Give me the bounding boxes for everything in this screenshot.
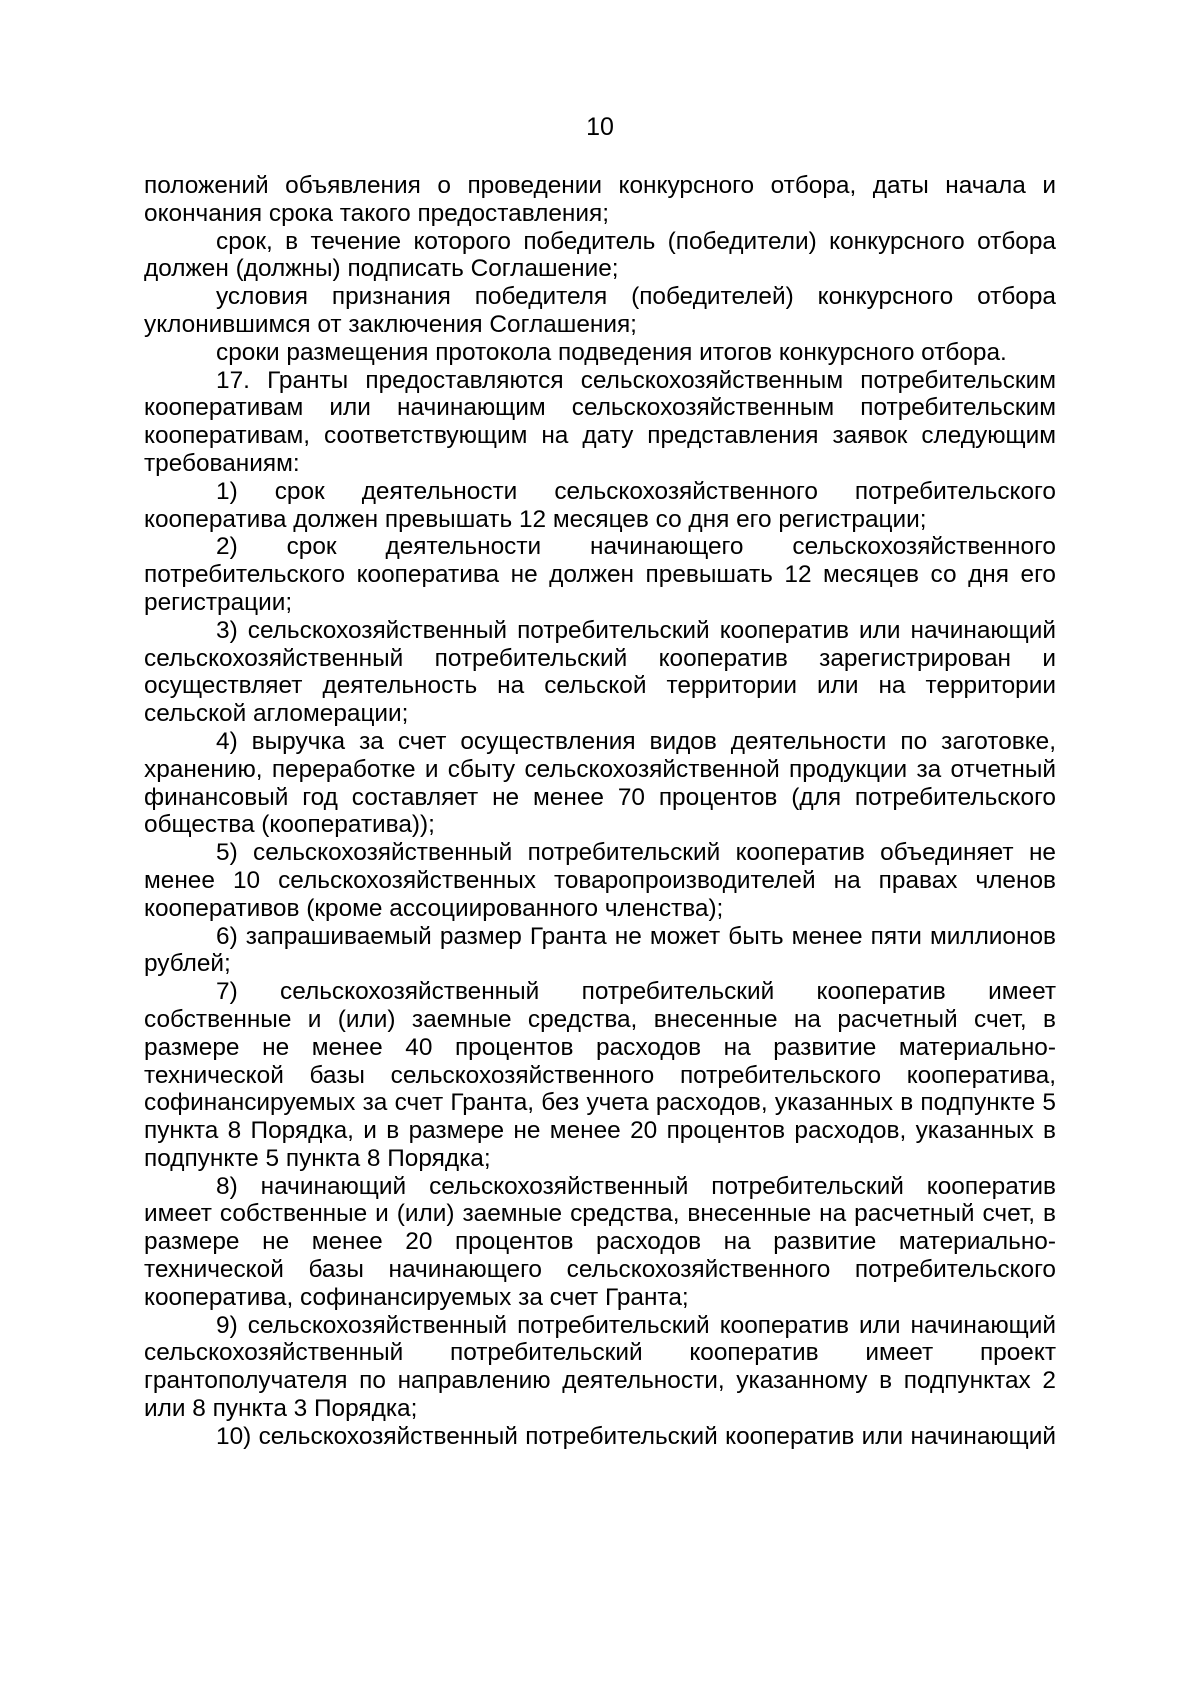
paragraph: 3) сельскохозяйственный потребительский кооператив или начинающий сельскохозяйственный потребительский кооператив зарегистрирован и осуществляет деятельность на сельской территории или на территории сельской агломерации; [144,616,1056,728]
paragraph: 7) сельскохозяйственный потребительский кооператив имеет собственные и (или) заемные средства, внесенные на расчетный счет, в размере не менее 40 процентов расходов на развитие материально-технической базы сельскохозяйственного потребительского кооператива, софинансируемых за счет Гранта, без учета расходов, указанных в подпункте 5 пункта 8 Порядка, и в размере не менее 20 процентов расходов, указанных в подпункте 5 пункта 8 Порядка; [144,978,1056,1172]
paragraph: положений объявления о проведении конкурсного отбора, даты начала и окончания срока такого предоставления; [144,172,1056,227]
paragraph: срок, в течение которого победитель (победители) конкурсного отбора должен (должны) подписать Соглашение; [144,227,1056,283]
paragraph: 6) запрашиваемый размер Гранта не может быть менее пяти миллионов рублей; [144,922,1056,978]
paragraph: 5) сельскохозяйственный потребительский кооператив объединяет не менее 10 сельскохозяйственных товаропроизводителей на правах членов кооперативов (кроме ассоциированного членства); [144,839,1056,922]
document-body [144,172,1056,1451]
paragraph: 4) выручка за счет осуществления видов деятельности по заготовке, хранению, переработке и сбыту сельскохозяйственной продукции за отчетный финансовый год составляет не менее 70 процентов (для потребительского общества (кооператива)); [144,727,1056,839]
paragraph: 8) начинающий сельскохозяйственный потребительский кооператив имеет собственные и (или) заемные средства, внесенные на расчетный счет, в размере не менее 20 процентов расходов на развитие материально-технической базы начинающего сельскохозяйственного потребительского кооператива, софинансируемых за счет Гранта; [144,1172,1056,1311]
paragraph: условия признания победителя (победителей) конкурсного отбора уклонившимся от заключения Соглашения; [144,283,1056,338]
paragraph: 17. Гранты предоставляются сельскохозяйственным потребительским кооперативам или начинающим сельскохозяйственным потребительским кооперативам, соответствующим на дату представления заявок следующим требованиям: [144,366,1056,477]
page-number: 10 [586,113,614,141]
paragraph: 9) сельскохозяйственный потребительский кооператив или начинающий сельскохозяйственный потребительский кооператив имеет проект грантополучателя по направлению деятельности, указанному в подпунктах 2 или 8 пункта 3 Порядка; [144,1311,1056,1423]
paragraph: 10) сельскохозяйственный потребительский кооператив или начинающий [216,1422,1056,1450]
paragraph: сроки размещения протокола подведения итогов конкурсного отбора. [216,338,1007,366]
paragraph: 1) срок деятельности сельскохозяйственного потребительского кооператива должен превышать 12 месяцев со дня его регистрации; [144,477,1056,533]
paragraph: 2) срок деятельности начинающего сельскохозяйственного потребительского кооператива не должен превышать 12 месяцев со дня его регистрации; [144,533,1056,616]
